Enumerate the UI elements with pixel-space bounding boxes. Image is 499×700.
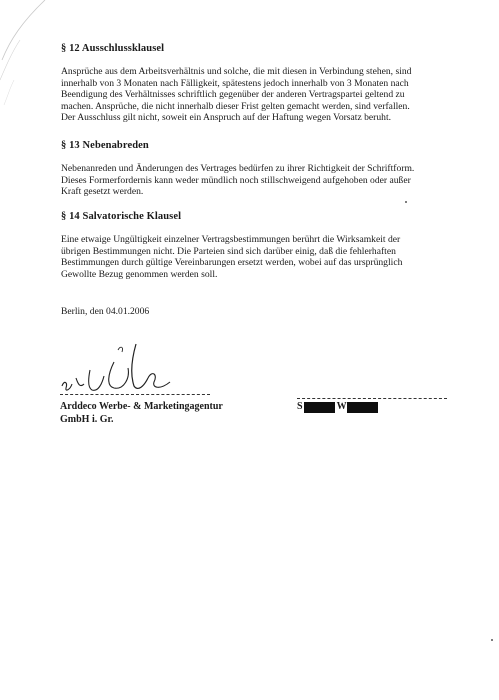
scan-artifact-corner — [0, 0, 60, 110]
handwritten-signature — [52, 340, 182, 398]
paragraph-line: Dieses Formerfordernis kann weder mündlich noch stillschweigend aufgehoben oder außer — [61, 174, 411, 186]
section-heading: § 12 Ausschlussklausel — [61, 43, 165, 54]
signer-left-name — [60, 401, 223, 426]
scan-speck — [405, 201, 407, 203]
section-heading: § 13 Nebenabreden — [61, 140, 149, 151]
place-and-date: Berlin, den 04.01.2006 — [61, 306, 150, 317]
section-13 — [61, 139, 449, 198]
scan-speck — [491, 639, 493, 641]
section-14 — [61, 210, 449, 280]
redaction-bar — [347, 402, 378, 413]
signer-right-initial: S — [297, 401, 303, 412]
paragraph-line: Nebenanreden und Änderungen des Vertrages bedürfen zu ihrer Richtigkeit der Schriftform. — [61, 163, 415, 174]
paragraph-line: übrigen Bestimmungen nicht. Die Parteien sind sich darüber einig, daß die fehlerhaften — [61, 245, 396, 257]
redaction-bar — [304, 402, 335, 413]
paragraph-line: Bestimmungen durch gültige Vereinbarungen ersetzt werden, wobei auf das ursprünglich — [61, 257, 403, 269]
paragraph-line: Der Ausschluss gilt nicht, soweit ein Anspruch auf der Haftung wegen Vorsatz beruht. — [61, 112, 392, 124]
paragraph-line: Beendigung des Verhältnisses schriftlich gegenüber der anderen Vertragspartei geltend zu — [61, 89, 405, 101]
section-paragraph — [61, 234, 449, 280]
paragraph-line: machen. Ansprüche, die nicht innerhalb dieser Frist gelten gemacht werden, sind verfallen. — [61, 100, 410, 112]
signer-right-initial: W — [336, 401, 347, 412]
signer-left-line: GmbH i. Gr. — [60, 413, 114, 425]
signature-line-right — [297, 398, 447, 399]
section-12 — [61, 42, 449, 124]
paragraph-line: innerhalb von 3 Monaten nach Fälligkeit, spätestens jedoch innerhalb von 3 Monaten nach — [61, 77, 409, 89]
paragraph-line: Eine etwaige Ungültigkeit einzelner Vertragsbestimmungen berührt die Wirksamkeit der — [61, 234, 401, 245]
paragraph-line: Ansprüche aus dem Arbeitsverhältnis und solche, die mit diesen in Verbindung stehen, sind — [61, 66, 412, 77]
signer-left-line: Arddeco Werbe- & Marketingagentur — [60, 401, 223, 412]
signer-right-name — [297, 401, 378, 413]
section-paragraph — [61, 163, 449, 198]
paragraph-line: Kraft gesetzt werden. — [61, 186, 144, 198]
paragraph-line: Gewollte Bezug genommen werden soll. — [61, 268, 218, 280]
signature-line-left — [60, 394, 210, 395]
section-heading: § 14 Salvatorische Klausel — [61, 211, 182, 222]
section-paragraph — [61, 66, 449, 124]
